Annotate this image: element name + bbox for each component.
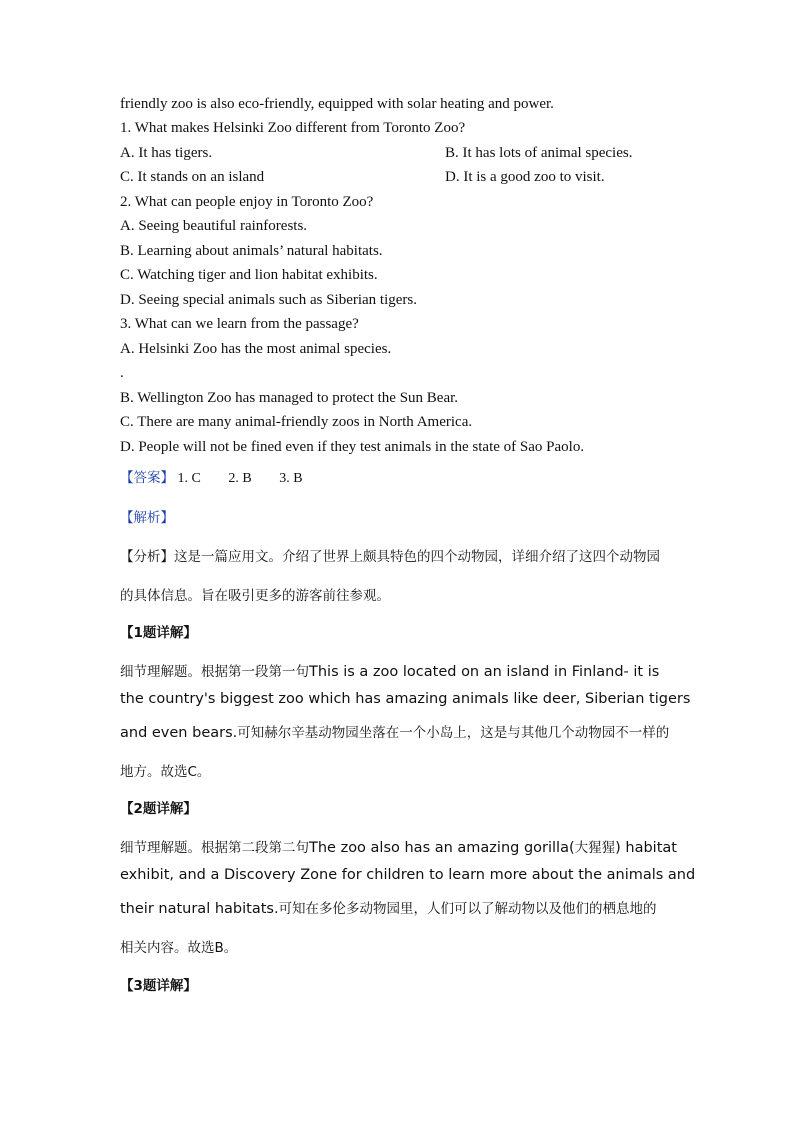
analysis-line-2: 的具体信息。旨在吸引更多的游客前往参观。 <box>120 588 390 604</box>
detail-1-line-2 <box>120 691 691 707</box>
detail-1-en-3: and even bears. <box>120 725 238 741</box>
q3-option-b: B. Wellington Zoo has managed to protect the Sun Bear. <box>120 390 459 406</box>
detail-2-cn-3: 可知在多伦多动物园里，人们可以了解动物以及他们的栖息地的 <box>278 901 657 917</box>
detail-3-heading: 【3题详解】 <box>120 978 197 994</box>
q3-option-c: C. There are many animal-friendly zoos in North America. <box>120 414 473 430</box>
detail-1-line-4: 地方。故选C。 <box>120 764 211 780</box>
detail-1-cn-3: 可知赫尔辛基动物园坐落在一个小岛上，这是与其他几个动物园不一样的 <box>237 725 670 741</box>
q1-option-a: A. It has tigers. <box>120 145 213 161</box>
detail-2-cn-gorilla: 大猩猩 <box>574 840 616 856</box>
detail-1-line-1 <box>120 660 680 680</box>
q3-option-d: D. People will not be fined even if they test animals in the state of Sao Paolo. <box>120 439 585 455</box>
q2-option-c: C. Watching tiger and lion habitat exhibits. <box>120 267 378 283</box>
detail-2-heading: 【2题详解】 <box>120 801 197 817</box>
detail-2-line-4: 相关内容。故选B。 <box>120 940 238 956</box>
question-3: 3. What can we learn from the passage? <box>120 316 359 332</box>
detail-2-line-1 <box>120 836 680 856</box>
answer-items <box>178 471 327 486</box>
detail-2-line-2 <box>120 867 696 883</box>
detail-2-en-2: exhibit, and a Discovery Zone for children to learn more about the animals and <box>120 867 696 883</box>
q1-option-b: B. It has lots of animal species. <box>445 145 633 161</box>
detail-1-cn: 细节理解题。根据第一段第一句 <box>120 664 309 680</box>
answer-item: 1. C <box>177 471 201 486</box>
detail-2-en-b: ) habitat <box>615 840 677 856</box>
q2-option-b: B. Learning about animals’ natural habitats. <box>120 243 383 259</box>
answer-item: 3. B <box>279 471 303 486</box>
q1-option-d: D. It is a good zoo to visit. <box>445 169 605 185</box>
answer-line <box>120 466 327 487</box>
detail-1-en: This is a zoo located on an island in Finland- it is <box>309 664 660 680</box>
q2-option-d: D. Seeing special animals such as Siberian tigers. <box>120 292 418 308</box>
detail-1-en-2: the country's biggest zoo which has amazing animals like deer, Siberian tigers <box>120 691 691 707</box>
detail-2-en: The zoo also has an amazing gorilla( <box>309 840 575 856</box>
detail-1-line-3 <box>120 721 680 741</box>
question-2: 2. What can people enjoy in Toronto Zoo? <box>120 194 374 210</box>
stray-dot: . <box>120 365 124 381</box>
detail-2-cn: 细节理解题。根据第二段第二句 <box>120 840 309 856</box>
detail-2-line-3 <box>120 897 680 917</box>
passage-tail: friendly zoo is also eco-friendly, equipped with solar heating and power. <box>120 96 554 112</box>
q1-option-c: C. It stands on an island <box>120 169 265 185</box>
question-1: 1. What makes Helsinki Zoo different from Toronto Zoo? <box>120 120 466 136</box>
answer-label: 【答案】 <box>120 470 174 486</box>
analysis-line-1: 【分析】这是一篇应用文。介绍了世界上颇具特色的四个动物园，详细介绍了这四个动物园 <box>120 549 660 565</box>
jiexi-label: 【解析】 <box>120 510 174 526</box>
detail-1-heading: 【1题详解】 <box>120 625 197 641</box>
answer-item: 2. B <box>228 471 252 486</box>
detail-2-en-3: their natural habitats. <box>120 901 279 917</box>
q2-option-a: A. Seeing beautiful rainforests. <box>120 218 308 234</box>
q3-option-a: A. Helsinki Zoo has the most animal species. <box>120 341 392 357</box>
